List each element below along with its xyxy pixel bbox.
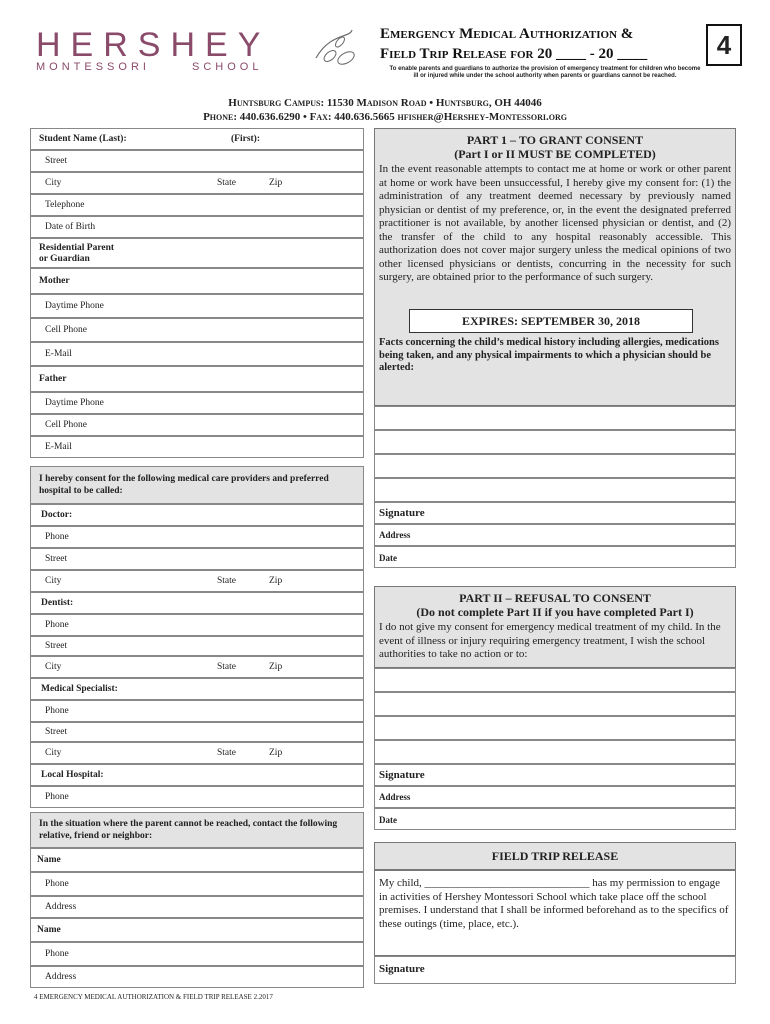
father-row[interactable]: Father: [30, 366, 364, 392]
hospital-phone-row[interactable]: Phone: [30, 786, 364, 808]
contact1-phone-row[interactable]: Phone: [30, 872, 364, 896]
specialist-city-row[interactable]: City State Zip: [30, 742, 364, 764]
part2-box: [374, 586, 736, 668]
part2-line-2[interactable]: [374, 692, 736, 716]
part1-body: In the event reasonable attempts to contact me at home or work or other parent at home or work have been unsuccessful, I hereby give my consent for: (1) the administration of any treatment deemed necessary by previously named physician or dentist of my preference, or, in the event the designated preferred practitioner is not available, by another licensed physician or dentist, and (2) the transfer of the child to any hospital reasonably accessible. This authorization does not cover major surgery unless the medical opinions of two other licensed physicians or dentists, concurring in the necessity for such surgery, are obtained prior to the performance of such surgery.: [379, 163, 731, 283]
specialist-phone-row[interactable]: Phone: [30, 700, 364, 722]
part1-title: PART 1 – TO GRANT CONSENT: [466, 133, 644, 147]
father-email-row[interactable]: E-Mail: [30, 436, 364, 458]
providers-header: I hereby consent for the following medical care providers and preferred hospital to be called:: [30, 466, 364, 504]
dentist-row[interactable]: Dentist:: [30, 592, 364, 614]
part2-line-1[interactable]: [374, 668, 736, 692]
part2-signature-row[interactable]: Signature: [374, 764, 736, 786]
campus-address: Huntsburg Campus: 11530 Madison Road • Huntsburg, OH 44046: [228, 97, 542, 109]
dentist-city-row[interactable]: City State Zip: [30, 656, 364, 678]
fieldtrip-body-box: [374, 870, 736, 956]
contact1-address-row[interactable]: Address: [30, 896, 364, 918]
medical-facts-label: Facts concerning the child’s medical history including allergies, medications being taken, and any physical impairments to which a physician should be alerted:: [379, 337, 719, 373]
hospital-row[interactable]: Local Hospital:: [30, 764, 364, 786]
part2-date-row[interactable]: Date: [374, 808, 736, 830]
logo: [30, 28, 360, 80]
doctor-phone-row[interactable]: Phone: [30, 526, 364, 548]
fieldtrip-body: My child, ______________________________ has my permission to engage in activities of Hershey Montessori School which take place off the school premises. I understand that I shall be informed beforehand as to the specifics of these outings (time, place, etc.).: [379, 877, 729, 930]
mother-email-row[interactable]: E-Mail: [30, 342, 364, 366]
facts-line-3[interactable]: [374, 454, 736, 478]
facts-line-1[interactable]: [374, 406, 736, 430]
dentist-phone-row[interactable]: Phone: [30, 614, 364, 636]
part2-subtitle: (Do not complete Part II if you have completed Part I): [416, 605, 694, 619]
part2-title: PART II – REFUSAL TO CONSENT: [459, 591, 651, 605]
part1-date-row[interactable]: Date: [374, 546, 736, 568]
part1-box: [374, 128, 736, 406]
expires-box: EXPIRES: SEPTEMBER 30, 2018: [409, 309, 693, 333]
logo-name: HERSHEY: [36, 26, 271, 64]
fieldtrip-signature-row[interactable]: Signature: [374, 956, 736, 984]
doctor-city-row[interactable]: City State Zip: [30, 570, 364, 592]
doctor-row[interactable]: Doctor:: [30, 504, 364, 526]
contact1-name-row[interactable]: Name: [30, 848, 364, 872]
form-number-badge: 4: [706, 24, 742, 66]
part2-line-3[interactable]: [374, 716, 736, 740]
facts-line-4[interactable]: [374, 478, 736, 502]
mother-cell-row[interactable]: Cell Phone: [30, 318, 364, 342]
father-cell-row[interactable]: Cell Phone: [30, 414, 364, 436]
student-street-row[interactable]: Street: [30, 150, 364, 172]
student-dob-row[interactable]: Date of Birth: [30, 216, 364, 238]
part2-line-4[interactable]: [374, 740, 736, 764]
specialist-street-row[interactable]: Street: [30, 722, 364, 742]
fieldtrip-title-box: [374, 842, 736, 870]
part1-address-row[interactable]: Address: [374, 524, 736, 546]
facts-line-2[interactable]: [374, 430, 736, 454]
logo-sub-left: MONTESSORI: [36, 61, 150, 73]
part1-signature-row[interactable]: Signature: [374, 502, 736, 524]
doctor-street-row[interactable]: Street: [30, 548, 364, 570]
part2-body: I do not give my consent for emergency medical treatment of my child. In the event of illness or injury requiring emergency treatment, I wish the school authorities to take no action or to:: [379, 621, 721, 660]
campus-contact: Phone: 440.636.6290 • Fax: 440.636.5665 hfisher@Hershey-Montessori.org: [203, 111, 567, 123]
student-name-row[interactable]: Student Name (Last): (First):: [30, 128, 364, 150]
guardian-row[interactable]: Residential Parent or Guardian: [30, 238, 364, 268]
student-telephone-row[interactable]: Telephone: [30, 194, 364, 216]
fieldtrip-title: FIELD TRIP RELEASE: [491, 849, 619, 863]
part2-address-row[interactable]: Address: [374, 786, 736, 808]
form-title-line2: Field Trip Release for 20 ____ - 20 ____: [380, 46, 648, 62]
mother-daytime-row[interactable]: Daytime Phone: [30, 294, 364, 318]
contacts-header: In the situation where the parent cannot be reached, contact the following relative, friend or neighbor:: [30, 812, 364, 848]
form-subtitle-1: To enable parents and guardians to authorize the provision of emergency treatment for children who become: [389, 66, 701, 72]
footer-text: 4 EMERGENCY MEDICAL AUTHORIZATION & FIELD TRIP RELEASE 2.2017: [34, 993, 273, 1001]
contact2-address-row[interactable]: Address: [30, 966, 364, 988]
student-city-row[interactable]: City State Zip: [30, 172, 364, 194]
father-daytime-row[interactable]: Daytime Phone: [30, 392, 364, 414]
form-subtitle-2: ill or injured while under the school authority when parents or guardians cannot be reached.: [413, 73, 677, 79]
dentist-street-row[interactable]: Street: [30, 636, 364, 656]
part1-subtitle: (Part I or II MUST BE COMPLETED): [454, 147, 656, 161]
mother-row[interactable]: Mother: [30, 268, 364, 294]
contact2-name-row[interactable]: Name: [30, 918, 364, 942]
specialist-row[interactable]: Medical Specialist:: [30, 678, 364, 700]
logo-sub-right: SCHOOL: [192, 61, 263, 73]
contact2-phone-row[interactable]: Phone: [30, 942, 364, 966]
form-title-line1: Emergency Medical Authorization &: [380, 26, 634, 42]
